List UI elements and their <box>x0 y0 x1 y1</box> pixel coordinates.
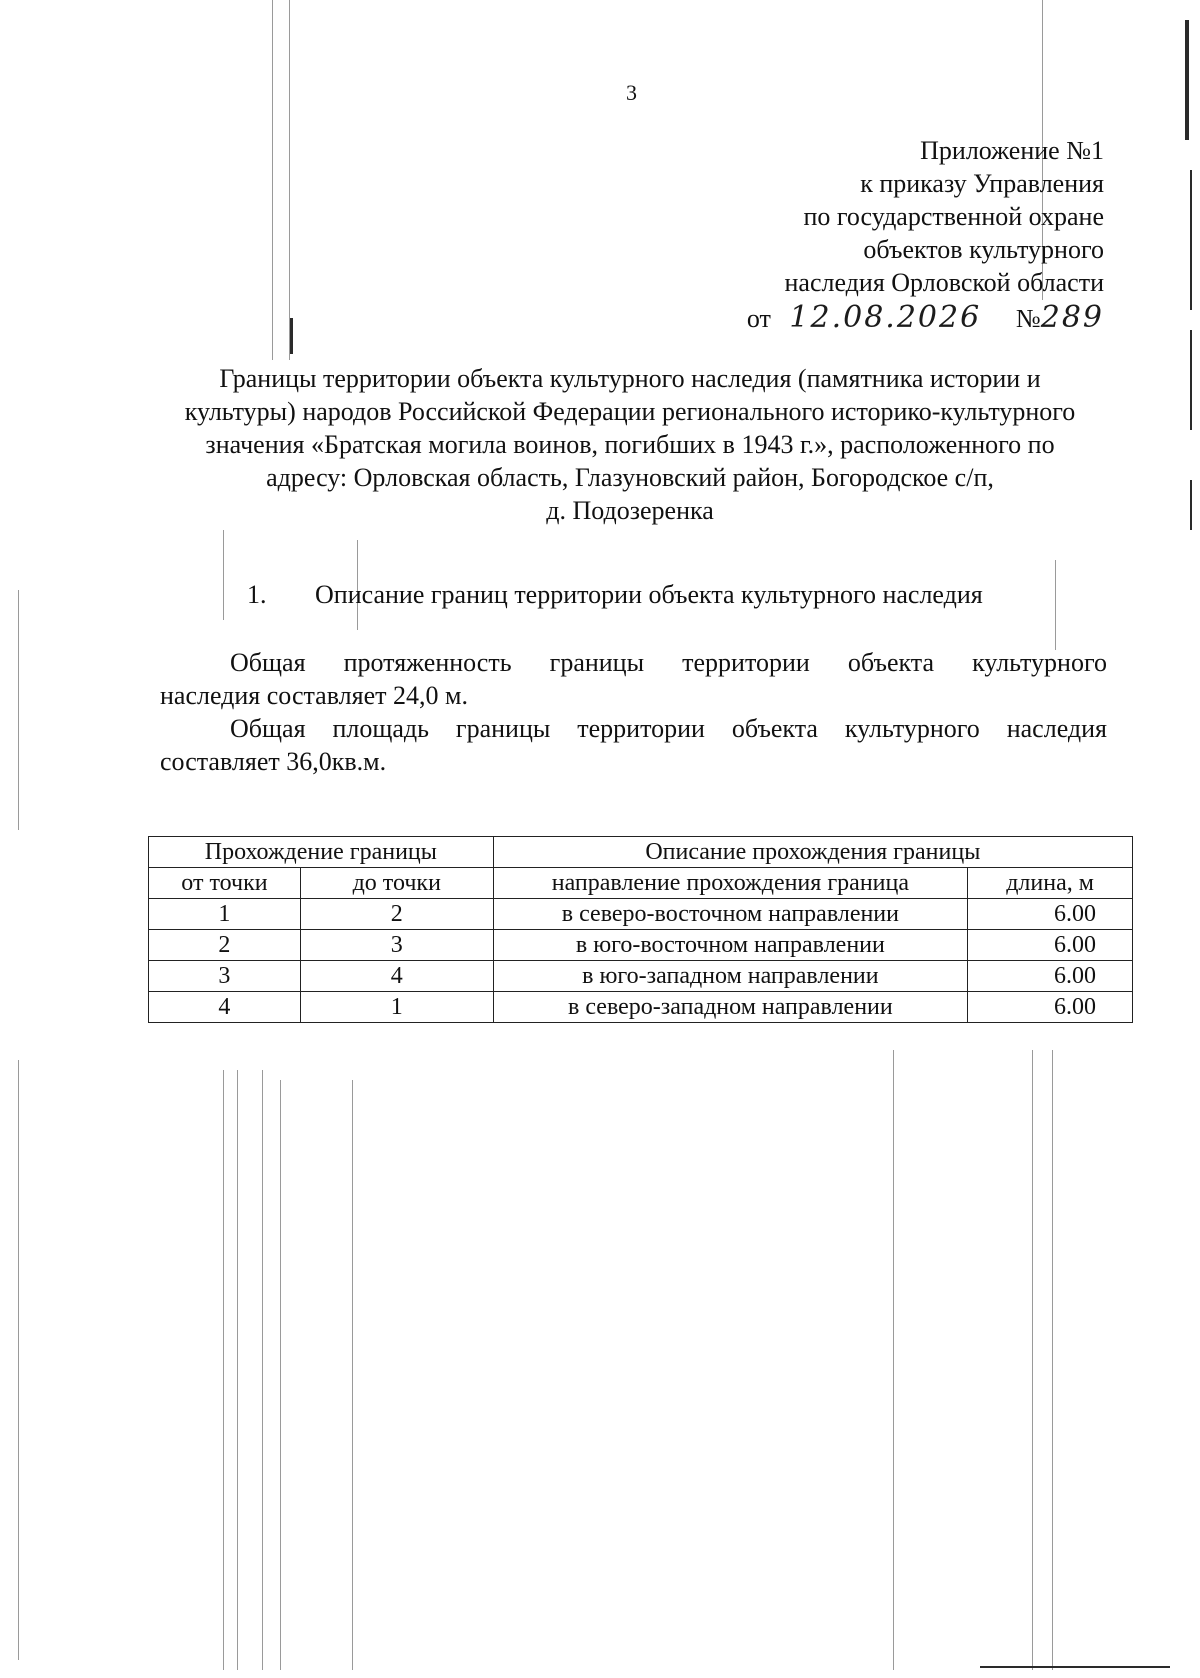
appendix-line: к приказу Управления <box>860 169 1104 198</box>
column-header-direction: направление прохождения граница <box>493 868 967 899</box>
title-line: д. Подозеренка <box>546 496 714 525</box>
cell-from: 2 <box>149 930 301 961</box>
appendix-line: по государственной охране <box>803 202 1104 231</box>
title-line: культуры) народов Российской Федерации регионального историко-культурного <box>184 397 1076 426</box>
title-line: значения «Братская могила воинов, погибших в 1943 г.», расположенного по <box>205 430 1055 459</box>
appendix-line: Приложение №1 <box>920 136 1104 165</box>
order-number-label: № <box>1015 304 1041 333</box>
cell-direction: в северо-восточном направлении <box>493 899 967 930</box>
section-heading <box>247 580 983 610</box>
appendix-line: наследия Орловской области <box>784 268 1104 297</box>
section-title: Описание границ территории объекта культурного наследия <box>315 580 983 609</box>
table-group-header-row <box>149 837 1133 868</box>
order-reference <box>747 301 1104 335</box>
appendix-line: объектов культурного <box>863 235 1104 264</box>
section-number: 1. <box>247 580 267 609</box>
cell-length: 6.00 <box>968 961 1133 992</box>
cell-length: 6.00 <box>968 899 1133 930</box>
cell-from: 4 <box>149 992 301 1023</box>
cell-to: 3 <box>300 930 493 961</box>
table-row <box>149 930 1133 961</box>
paragraph-line: наследия составляет 24,0 м. <box>160 681 468 710</box>
table-header-row <box>149 868 1133 899</box>
cell-direction: в северо-западном направлении <box>493 992 967 1023</box>
order-date-handwritten: 12.08.2026 <box>789 300 982 335</box>
paragraph-line: Общая протяженность границы территории объекта культурного <box>230 648 1107 677</box>
cell-direction: в юго-западном направлении <box>493 961 967 992</box>
paragraph-line: составляет 36,0кв.м. <box>160 747 387 776</box>
cell-length: 6.00 <box>968 930 1133 961</box>
column-header-length: длина, м <box>968 868 1133 899</box>
title-line: Границы территории объекта культурного наследия (памятника истории и <box>219 364 1041 393</box>
cell-length: 6.00 <box>968 992 1133 1023</box>
order-number-handwritten: 289 <box>1040 300 1104 335</box>
table-row <box>149 961 1133 992</box>
table-row <box>149 992 1133 1023</box>
title-line: адресу: Орловская область, Глазуновский район, Богородское с/п, <box>266 463 994 492</box>
paragraph-boundary-length <box>160 646 1107 712</box>
cell-from: 3 <box>149 961 301 992</box>
order-from-label: от <box>746 304 771 333</box>
cell-to: 1 <box>300 992 493 1023</box>
cell-to: 2 <box>300 899 493 930</box>
column-header-from: от точки <box>149 868 301 899</box>
table-row <box>149 899 1133 930</box>
cell-to: 4 <box>300 961 493 992</box>
group-header-passage: Прохождение границы <box>149 837 494 868</box>
group-header-description: Описание прохождения границы <box>493 837 1132 868</box>
paragraph-boundary-area <box>160 712 1107 778</box>
appendix-header <box>747 134 1104 335</box>
cell-from: 1 <box>149 899 301 930</box>
cell-direction: в юго-восточном направлении <box>493 930 967 961</box>
document-title <box>150 362 1110 527</box>
paragraph-line: Общая площадь границы территории объекта культурного наследия <box>230 714 1107 743</box>
boundary-table <box>148 836 1133 1023</box>
column-header-to: до точки <box>300 868 493 899</box>
page-number: 3 <box>626 80 637 105</box>
